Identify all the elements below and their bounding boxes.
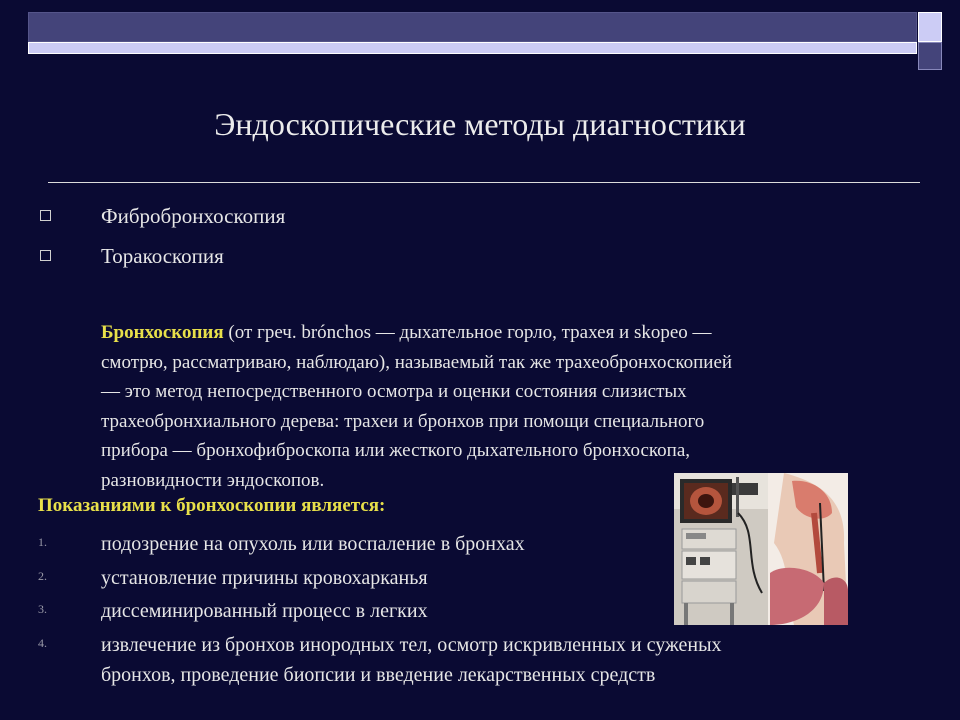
list-text-line: бронхов, проведение биопсии и введение лекарственных средств — [101, 664, 656, 686]
list-text — [101, 630, 901, 690]
bronchus-lumen — [698, 494, 714, 508]
cart-leg — [684, 603, 688, 625]
title-divider — [48, 182, 920, 183]
top-decor-bar — [28, 12, 917, 54]
definition-term: Бронхоскопия — [101, 322, 224, 343]
list-number: 4. — [38, 636, 47, 650]
list-number: 2. — [38, 569, 47, 583]
definition-line: трахеобронхиального дерева: трахеи и бронхов при помощи специального — [101, 410, 705, 432]
definition-paragraph — [101, 318, 921, 495]
processor-button — [686, 557, 696, 565]
top-decor-band-dark — [28, 12, 917, 42]
definition-line: смотрю, рассматриваю, наблюдаю), называемый так же трахеобронхоскопией — [101, 351, 733, 373]
definition-line: — это метод непосредственного осмотра и оценки состояния слизистых — [101, 381, 687, 402]
square-bullet-icon — [40, 250, 51, 261]
lung-right — [824, 577, 848, 625]
list-text: установление причины кровохарканья — [101, 567, 428, 589]
bronchoscopy-photo — [674, 473, 848, 625]
square-bullet-icon — [40, 210, 51, 221]
list-text-line: извлечение из бронхов инородных тел, осмотр искривленных и суженых — [101, 634, 722, 656]
list-text: подозрение на опухоль или воспаление в бронхах — [101, 533, 525, 555]
top-decor-band-light — [28, 42, 917, 54]
corner-decor-dark — [918, 42, 942, 70]
list-number: 1. — [38, 535, 47, 549]
equipment-box — [732, 483, 758, 495]
bullet-label: Торакоскопия — [101, 244, 224, 268]
corner-decor — [918, 12, 942, 70]
panel — [686, 533, 706, 539]
cart-shelf — [682, 581, 736, 603]
definition-line — [101, 318, 921, 348]
bullet-label: Фибробронхоскопия — [101, 204, 286, 228]
stand-pole — [736, 477, 739, 517]
slide-title: Эндоскопические методы диагностики — [214, 106, 746, 142]
definition-line: разновидности эндоскопов. — [101, 469, 325, 491]
bronchoscopy-illustration — [674, 473, 848, 625]
corner-decor-light — [918, 12, 942, 42]
processor-button — [700, 557, 710, 565]
list-item — [38, 630, 918, 694]
definition-text: (от греч. brónchos — дыхательное горло, трахея и skopeo — — [223, 322, 712, 343]
definition-line: прибора — бронхофиброскопа или жесткого дыхательного бронхоскопа, — [101, 440, 691, 461]
list-number: 3. — [38, 602, 47, 616]
list-text: диссеминированный процесс в легких — [101, 600, 428, 622]
indications-heading: Показаниями к бронхоскопии является: — [38, 495, 386, 516]
cart-leg — [730, 603, 734, 625]
